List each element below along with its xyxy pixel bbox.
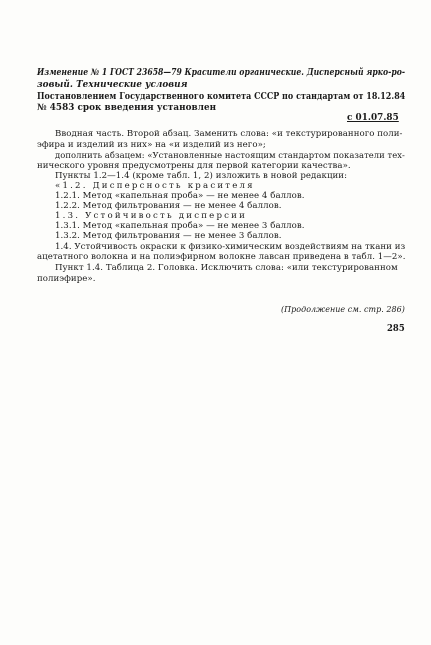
continuation-note: (Продолжение см. стр. 286) bbox=[281, 305, 405, 315]
decree-line-2: № 4583 срок введения установлен bbox=[37, 103, 217, 113]
body-p2-line-2: нического уровня предусмотрены для первой категории качества». bbox=[37, 161, 351, 171]
amendment-title-line-1: Изменение № 1 ГОСТ 23658—79 Красители органические. Дисперсный ярко-ро- bbox=[37, 68, 406, 78]
body-p1-line-1: Вводная часть. Второй абзац. Заменить слова: «и текстурированного поли- bbox=[55, 129, 403, 139]
body-p3: Пункты 1.2—1.4 (кроме табл. 1, 2) изложить в новой редакции: bbox=[55, 171, 348, 181]
effective-date: с 01.07.85 bbox=[347, 113, 399, 123]
section-1-3-heading: 1.3. Устойчивость дисперсии bbox=[55, 211, 248, 221]
body-p1-line-2: эфира и изделий из них» на «и изделий из него»; bbox=[37, 140, 266, 150]
section-1-3-2: 1.3.2. Метод фильтрования — не менее 3 баллов. bbox=[55, 231, 282, 241]
section-1-4-line-1: 1.4. Устойчивость окраски к физико-химическим воздействиям на ткани из bbox=[55, 242, 406, 252]
body-p4-line-2: полиэфире». bbox=[37, 274, 96, 284]
section-1-4-line-2: ацетатного волокна и на полиэфирном волокне лавсан приведена в табл. 1—2». bbox=[37, 252, 406, 262]
body-p4-line-1: Пункт 1.4. Таблица 2. Головка. Исключить слова: «или текстурированном bbox=[55, 263, 398, 273]
decree-line-1: Постановлением Государственного комитета СССР по стандартам от 18.12.84 bbox=[37, 92, 406, 102]
body-p2-line-1: дополнить абзацем: «Установленные настоящим стандартом показатели тех- bbox=[55, 151, 405, 161]
amendment-title-line-2: зовый. Технические условия bbox=[37, 80, 188, 90]
section-1-3-1: 1.3.1. Метод «капельная проба» — не менее 3 баллов. bbox=[55, 221, 305, 231]
section-1-2-heading: «1.2. Дисперсность красителя bbox=[55, 181, 255, 191]
page-number: 285 bbox=[387, 323, 405, 334]
section-1-2-1: 1.2.1. Метод «капельная проба» — не менее 4 баллов. bbox=[55, 191, 305, 201]
section-1-2-2: 1.2.2. Метод фильтрования — не менее 4 баллов. bbox=[55, 201, 282, 211]
